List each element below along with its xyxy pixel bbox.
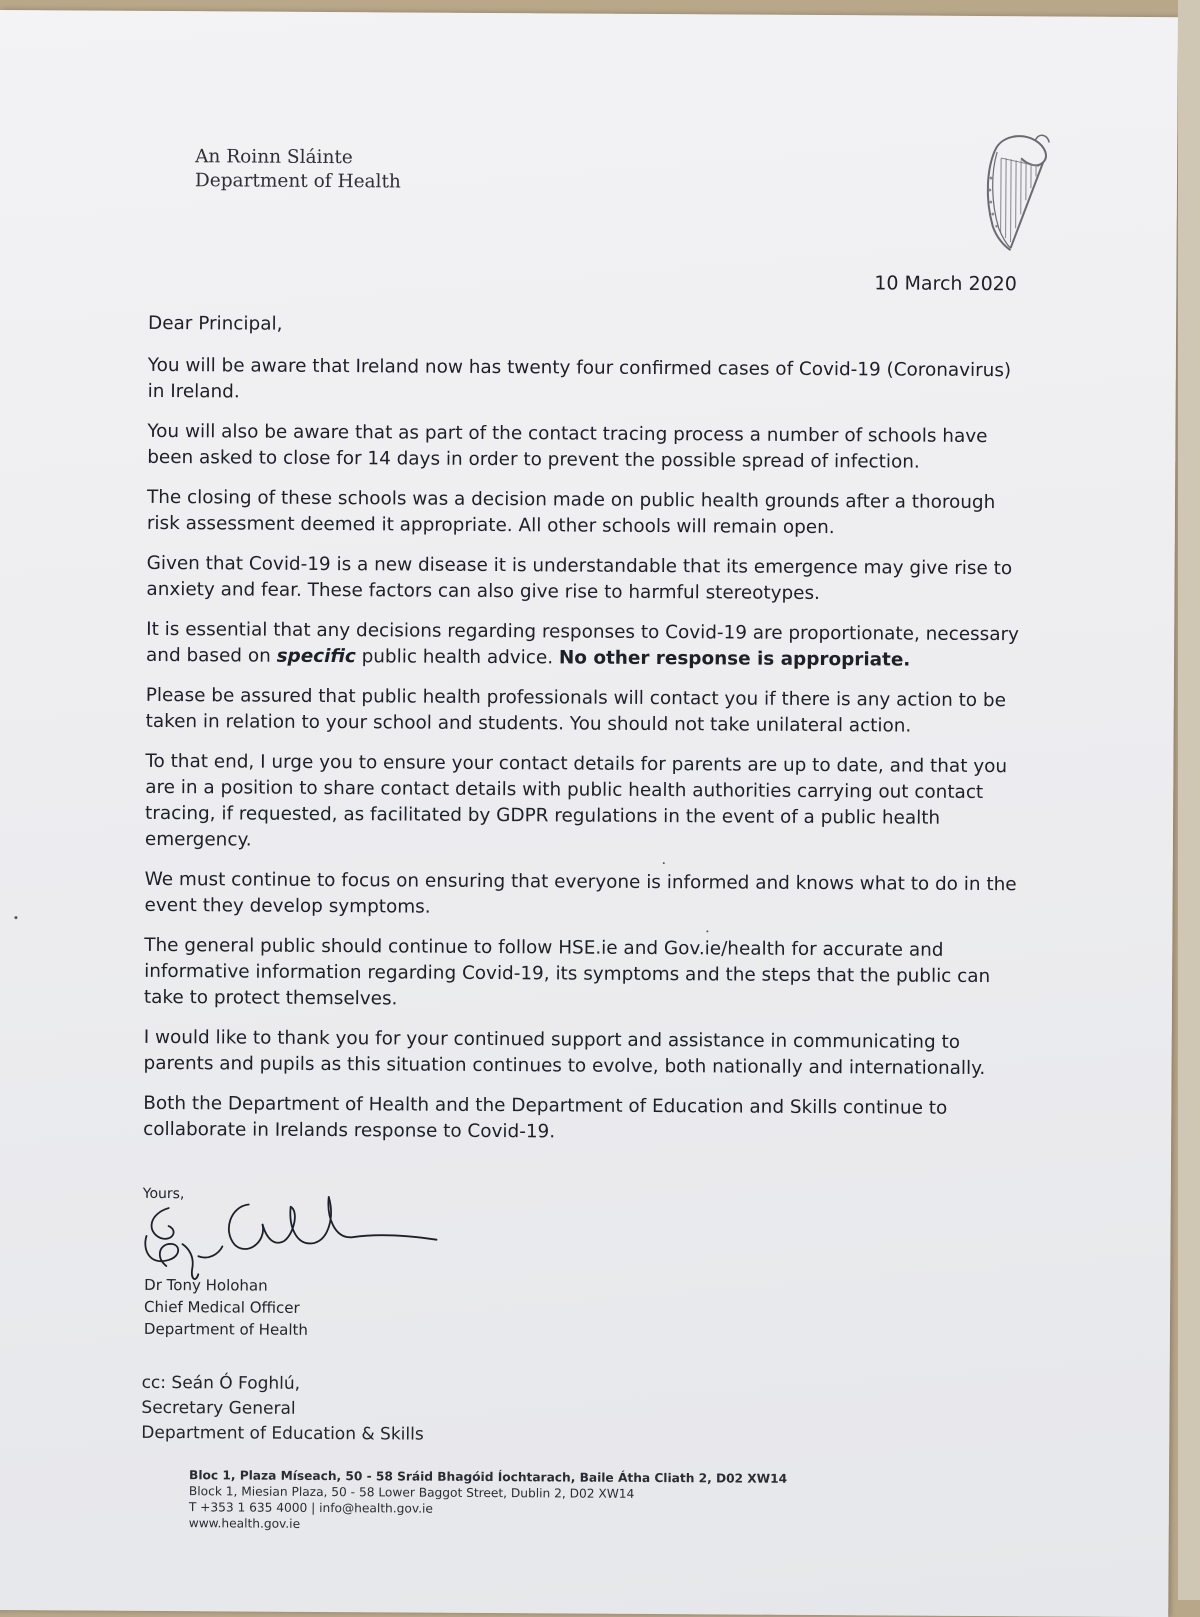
closing-text: Yours, bbox=[143, 1183, 185, 1205]
paper-speck bbox=[706, 930, 708, 932]
website: www.health.gov.ie bbox=[189, 1515, 787, 1535]
department-header bbox=[195, 145, 401, 194]
cc-block bbox=[141, 1371, 424, 1448]
signatory-name: Dr Tony Holohan bbox=[144, 1274, 308, 1297]
paragraph-cases: You will be aware that Ireland now has twenty four confirmed cases of Covid-19 (Coronavirus) in Ireland. bbox=[148, 353, 1028, 410]
address-irish: Bloc 1, Plaza Míseach, 50 - 58 Sráid Bhagóid Íochtarach, Baile Átha Cliath 2, D02 XW14 bbox=[189, 1467, 787, 1487]
letter-date: 10 March 2020 bbox=[874, 272, 1017, 295]
proportionate-text-2: public health advice. bbox=[356, 646, 559, 668]
signatory-block bbox=[144, 1274, 308, 1341]
paragraph-proportionate bbox=[146, 617, 1026, 674]
paragraph-public-guidance: The general public should continue to follow HSE.ie and Gov.ie/health for accurate and informative information regarding Covid-19, its symptoms and the steps that the public can take to protect themselves. bbox=[144, 933, 1024, 1016]
letterhead-footer bbox=[189, 1467, 787, 1535]
contact-info: T +353 1 635 4000 | info@health.gov.ie bbox=[189, 1499, 787, 1519]
paragraph-decision: The closing of these schools was a decision made on public health grounds after a thorough risk assessment deemed it appropriate. All other schools will remain open. bbox=[147, 485, 1027, 542]
harp-emblem-icon bbox=[977, 128, 1058, 252]
paragraph-school-closures: You will also be aware that as part of the contact tracing process a number of schools have been asked to close for 14 days in order to prevent the possible spread of infection. bbox=[147, 419, 1027, 476]
letter-page bbox=[0, 10, 1178, 1617]
background-surface bbox=[1178, 0, 1200, 1600]
paragraph-contact-details: To that end, I urge you to ensure your contact details for parents are up to date, and that you are in a position to share contact details with public health authorities carrying out contact tracing, if requested, as facilitated by GDPR regulations in the event of a public health emergency. bbox=[145, 749, 1026, 858]
cc-department: Department of Education & Skills bbox=[141, 1421, 424, 1448]
dept-name-irish: An Roinn Sláinte bbox=[195, 145, 401, 170]
cc-title: Secretary General bbox=[141, 1396, 424, 1423]
paper-speck bbox=[14, 916, 17, 919]
letter-body bbox=[143, 311, 1028, 1162]
proportionate-text: It is essential that any decisions regarding responses to Covid-19 are proportionate, necessary and based on bbox=[146, 619, 1019, 667]
dept-name-english: Department of Health bbox=[195, 169, 401, 194]
address-english: Block 1, Miesian Plaza, 50 - 58 Lower Baggot Street, Dublin 2, D02 XW14 bbox=[189, 1483, 787, 1503]
paragraph-collaboration: Both the Department of Health and the Department of Education and Skills continue to collaborate in Irelands response to Covid-19. bbox=[143, 1091, 1023, 1148]
handwritten-signature bbox=[138, 1186, 449, 1284]
salutation: Dear Principal, bbox=[148, 311, 1028, 342]
paragraph-assurance: Please be assured that public health professionals will contact you if there is any action to be taken in relation to your school and students. You should not take unilateral action. bbox=[146, 683, 1026, 740]
paragraph-symptoms: We must continue to focus on ensuring that everyone is informed and knows what to do in the event they develop symptoms. bbox=[144, 867, 1024, 924]
signatory-department: Department of Health bbox=[144, 1318, 308, 1341]
paragraph-thanks: I would like to thank you for your continued support and assistance in communicating to parents and pupils as this situation continues to evolve, both nationally and internationally. bbox=[143, 1025, 1023, 1082]
cc-recipient: cc: Seán Ó Foghlú, bbox=[142, 1371, 425, 1398]
paper-speck bbox=[663, 862, 665, 864]
signatory-title: Chief Medical Officer bbox=[144, 1296, 308, 1319]
paragraph-anxiety: Given that Covid-19 is a new disease it is understandable that its emergence may give rise to anxiety and fear. These factors can also give rise to harmful stereotypes. bbox=[146, 551, 1026, 608]
no-other-response-bold: No other response is appropriate. bbox=[559, 647, 911, 670]
specific-emphasis: specific bbox=[277, 646, 356, 667]
